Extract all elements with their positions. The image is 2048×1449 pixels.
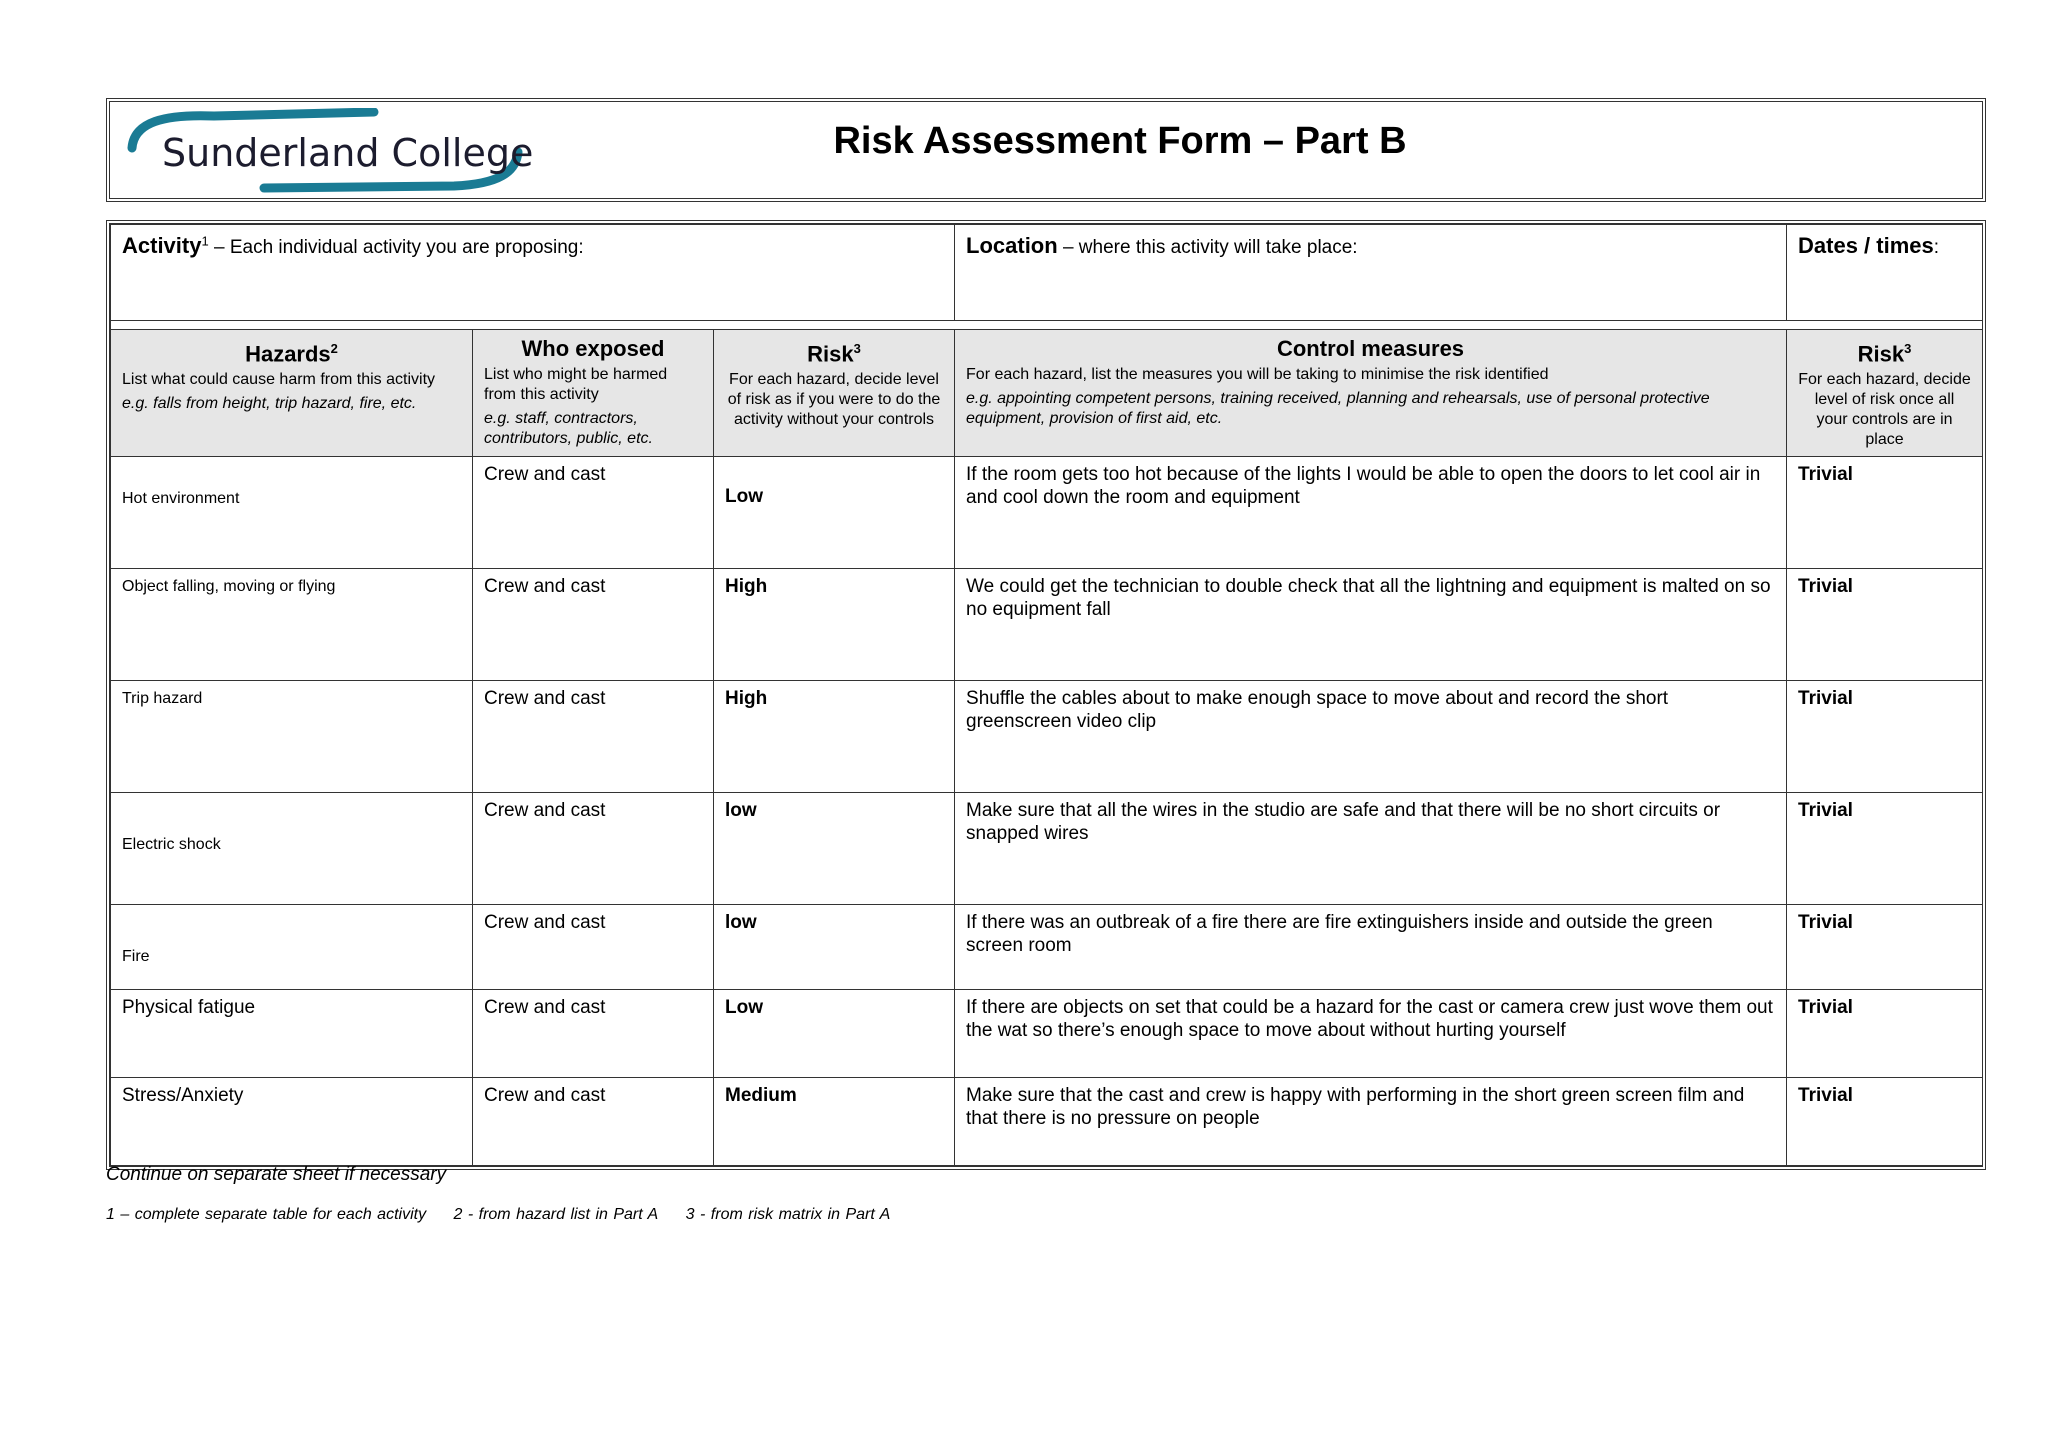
risk-cell[interactable]: low bbox=[714, 905, 955, 990]
who-cell[interactable]: Crew and cast bbox=[473, 569, 714, 681]
separator-row bbox=[111, 321, 1983, 330]
residual-risk-cell[interactable]: Trivial bbox=[1787, 990, 1983, 1078]
residual-risk-cell[interactable]: Trivial bbox=[1787, 569, 1983, 681]
risk-assessment-table bbox=[110, 224, 1983, 1166]
control-cell[interactable]: Make sure that the cast and crew is happy with performing in the short green screen film and that there is no pressure on people bbox=[955, 1078, 1787, 1166]
hazard-cell[interactable]: Electric shock bbox=[111, 793, 473, 905]
who-cell[interactable]: Crew and cast bbox=[473, 1078, 714, 1166]
location-field[interactable]: Location – where this activity will take place: bbox=[955, 225, 1787, 321]
who-exposed-header: Who exposed List who might be harmed from this activity e.g. staff, contractors, contributors, public, etc. bbox=[473, 330, 714, 457]
dates-field[interactable]: Dates / times: bbox=[1787, 225, 1983, 321]
who-cell[interactable]: Crew and cast bbox=[473, 990, 714, 1078]
form-header bbox=[106, 98, 1986, 202]
page-title: Risk Assessment Form – Part B bbox=[833, 120, 1407, 162]
who-cell[interactable]: Crew and cast bbox=[473, 905, 714, 990]
risk-cell[interactable]: Low bbox=[714, 990, 955, 1078]
control-cell[interactable]: Shuffle the cables about to make enough space to move about and record the short greenscreen video clip bbox=[955, 681, 1787, 793]
table-row bbox=[111, 569, 1983, 681]
hazard-cell[interactable]: Physical fatigue bbox=[111, 990, 473, 1078]
control-measures-header: Control measures For each hazard, list the measures you will be taking to minimise the risk identified e.g. appointing competent persons, training received, planning and rehearsals, use of personal protective equipment, provision of first aid, etc. bbox=[955, 330, 1787, 457]
footnote-3: 3 - from risk matrix in Part A bbox=[685, 1206, 891, 1223]
hazard-cell[interactable]: Fire bbox=[111, 905, 473, 990]
column-header-row bbox=[111, 330, 1983, 457]
hazard-cell[interactable]: Hot environment bbox=[111, 457, 473, 569]
control-cell[interactable]: If the room gets too hot because of the lights I would be able to open the doors to let cool air in and cool down the room and equipment bbox=[955, 457, 1787, 569]
control-cell[interactable]: We could get the technician to double check that all the lightning and equipment is malted on so no equipment fall bbox=[955, 569, 1787, 681]
footnotes bbox=[106, 1206, 912, 1224]
activity-field[interactable]: Activity$^1$ – Each individual activity you are proposing: bbox=[111, 225, 955, 321]
residual-risk-cell[interactable]: Trivial bbox=[1787, 457, 1983, 569]
control-cell[interactable]: If there are objects on set that could be a hazard for the cast or camera crew just wove them out the wat so there’s enough space to move about without hurting yourself bbox=[955, 990, 1787, 1078]
table-row bbox=[111, 1078, 1983, 1166]
hazard-cell[interactable]: Trip hazard bbox=[111, 681, 473, 793]
risk-header: Risk$^3$ For each hazard, decide level of risk as if you were to do the activity without your controls bbox=[714, 330, 955, 457]
residual-risk-cell[interactable]: Trivial bbox=[1787, 793, 1983, 905]
hazards-header: Hazards$^2$ List what could cause harm from this activity e.g. falls from height, trip hazard, fire, etc. bbox=[111, 330, 473, 457]
residual-risk-header: Risk$^3$ For each hazard, decide level of risk once all your controls are in place bbox=[1787, 330, 1983, 457]
residual-risk-cell[interactable]: Trivial bbox=[1787, 1078, 1983, 1166]
residual-risk-cell[interactable]: Trivial bbox=[1787, 905, 1983, 990]
continue-note: Continue on separate sheet if necessary bbox=[106, 1164, 447, 1185]
risk-cell[interactable]: Medium bbox=[714, 1078, 955, 1166]
who-cell[interactable]: Crew and cast bbox=[473, 793, 714, 905]
who-cell[interactable]: Crew and cast bbox=[473, 681, 714, 793]
activity-row bbox=[111, 225, 1983, 321]
table-row bbox=[111, 793, 1983, 905]
risk-table-container bbox=[106, 220, 1986, 1170]
logo-text: Sunderland College bbox=[162, 131, 534, 175]
hazards-title: Hazards$^2$ bbox=[245, 341, 338, 367]
control-cell[interactable]: If there was an outbreak of a fire there are fire extinguishers inside and outside the green screen room bbox=[955, 905, 1787, 990]
table-row bbox=[111, 681, 1983, 793]
table-row bbox=[111, 457, 1983, 569]
footnote-2: 2 - from hazard list in Part A bbox=[453, 1206, 659, 1223]
risk-cell[interactable]: low bbox=[714, 793, 955, 905]
risk-cell[interactable]: High bbox=[714, 681, 955, 793]
risk-cell[interactable]: Low bbox=[714, 457, 955, 569]
residual-risk-cell[interactable]: Trivial bbox=[1787, 681, 1983, 793]
hazard-cell[interactable]: Stress/Anxiety bbox=[111, 1078, 473, 1166]
footnote-1: 1 – complete separate table for each activity bbox=[106, 1206, 427, 1223]
who-cell[interactable]: Crew and cast bbox=[473, 457, 714, 569]
control-cell[interactable]: Make sure that all the wires in the studio are safe and that there will be no short circuits or snapped wires bbox=[955, 793, 1787, 905]
hazard-cell[interactable]: Object falling, moving or flying bbox=[111, 569, 473, 681]
table-row bbox=[111, 905, 1983, 990]
table-row bbox=[111, 990, 1983, 1078]
risk-cell[interactable]: High bbox=[714, 569, 955, 681]
